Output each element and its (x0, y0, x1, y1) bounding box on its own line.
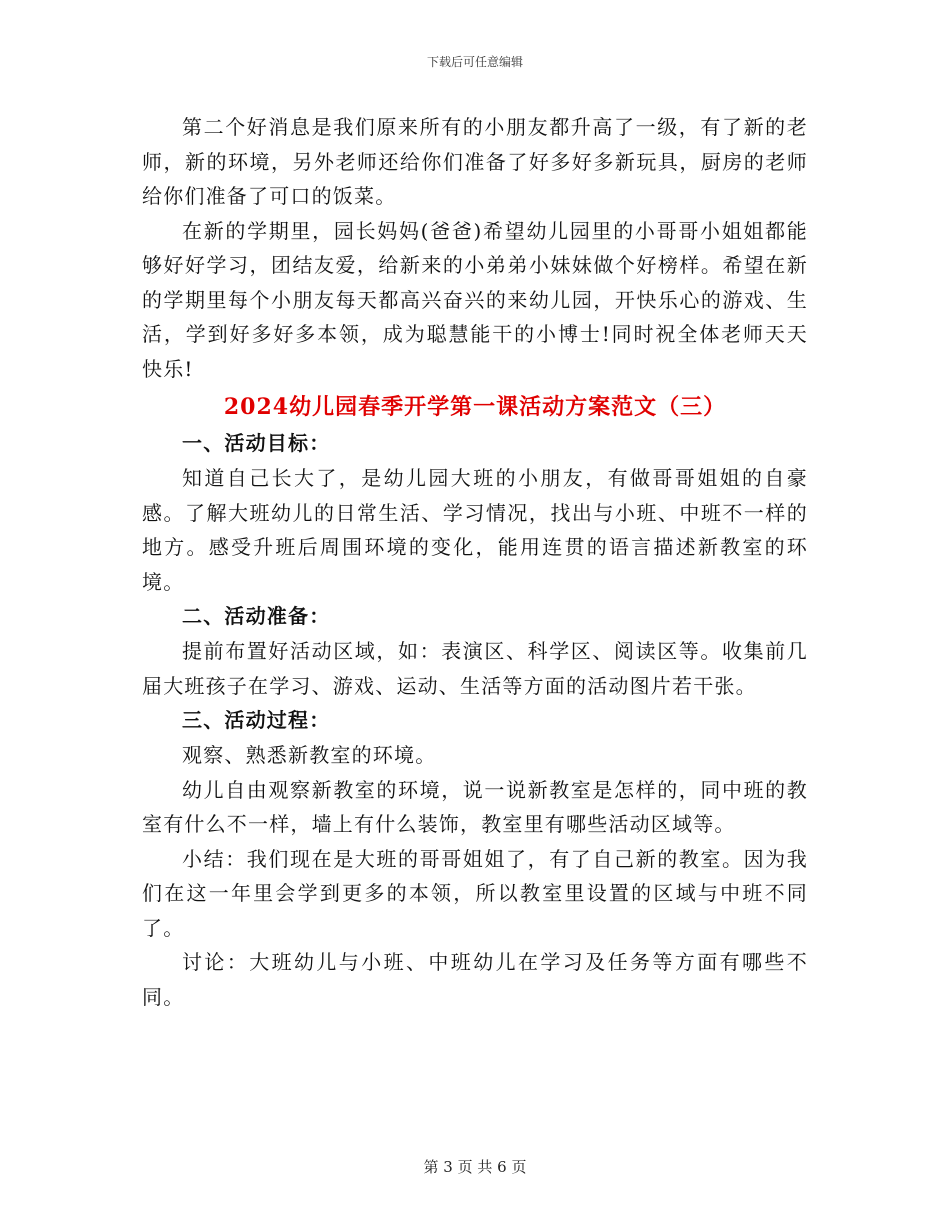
page-header: 下载后可任意编辑 (426, 55, 523, 69)
heading-activity-goals: 一、活动目标： (182, 431, 331, 455)
paragraph-discussion: 讨论：大班幼儿与小班、中班幼儿在学习及任务等方面有哪些不同。 (142, 950, 808, 1009)
paragraph-free-observation: 幼儿自由观察新教室的环境，说一说新教室是怎样的，同中班的教室有什么不一样，墙上有什么装饰，教室里有哪些活动区域等。 (142, 777, 808, 836)
paragraph-activity-preparation: 提前布置好活动区域，如：表演区、科学区、阅读区等。收集前几届大班孩子在学习、游戏、运动、生活等方面的活动图片若干张。 (142, 639, 808, 698)
paragraph-summary: 小结：我们现在是大班的哥哥姐姐了，有了自己新的教室。因为我们在这一年里会学到更多的本领，所以教室里设置的区域与中班不同了。 (142, 846, 808, 940)
paragraph-good-news: 第二个好消息是我们原来所有的小朋友都升高了一级，有了新的老师，新的环境，另外老师还给你们准备了好多好多新玩具，厨房的老师给你们准备了可口的饭菜。 (142, 115, 808, 208)
document-title: 2024幼儿园春季开学第一课活动方案范文（三） (223, 394, 727, 420)
document-body (142, 110, 808, 1014)
paragraph-wishes: 在新的学期里，园长妈妈(爸爸)希望幼儿园里的小哥哥小姐姐都能够好好学习，团结友爱，给新来的小弟弟小妹妹做个好榜样。希望在新的学期里每个小朋友每天都高兴奋兴的来幼儿园，开快乐心的游戏、生活，学到好多好多本领，成为聪慧能干的小博士!同时祝全体老师天天快乐! (142, 218, 808, 381)
paragraph-observe: 观察、熟悉新教室的环境。 (182, 743, 437, 767)
paragraph-activity-goals: 知道自己长大了，是幼儿园大班的小朋友，有做哥哥姐姐的自豪感。了解大班幼儿的日常生活、学习情况，找出与小班、中班不一样的地方。感受升班后周围环境的变化，能用连贯的语言描述新教室的环境。 (142, 466, 808, 594)
heading-activity-preparation: 二、活动准备： (182, 604, 331, 628)
page-number: 第 3 页 共 6 页 (423, 1158, 527, 1176)
heading-activity-process: 三、活动过程： (182, 708, 331, 732)
